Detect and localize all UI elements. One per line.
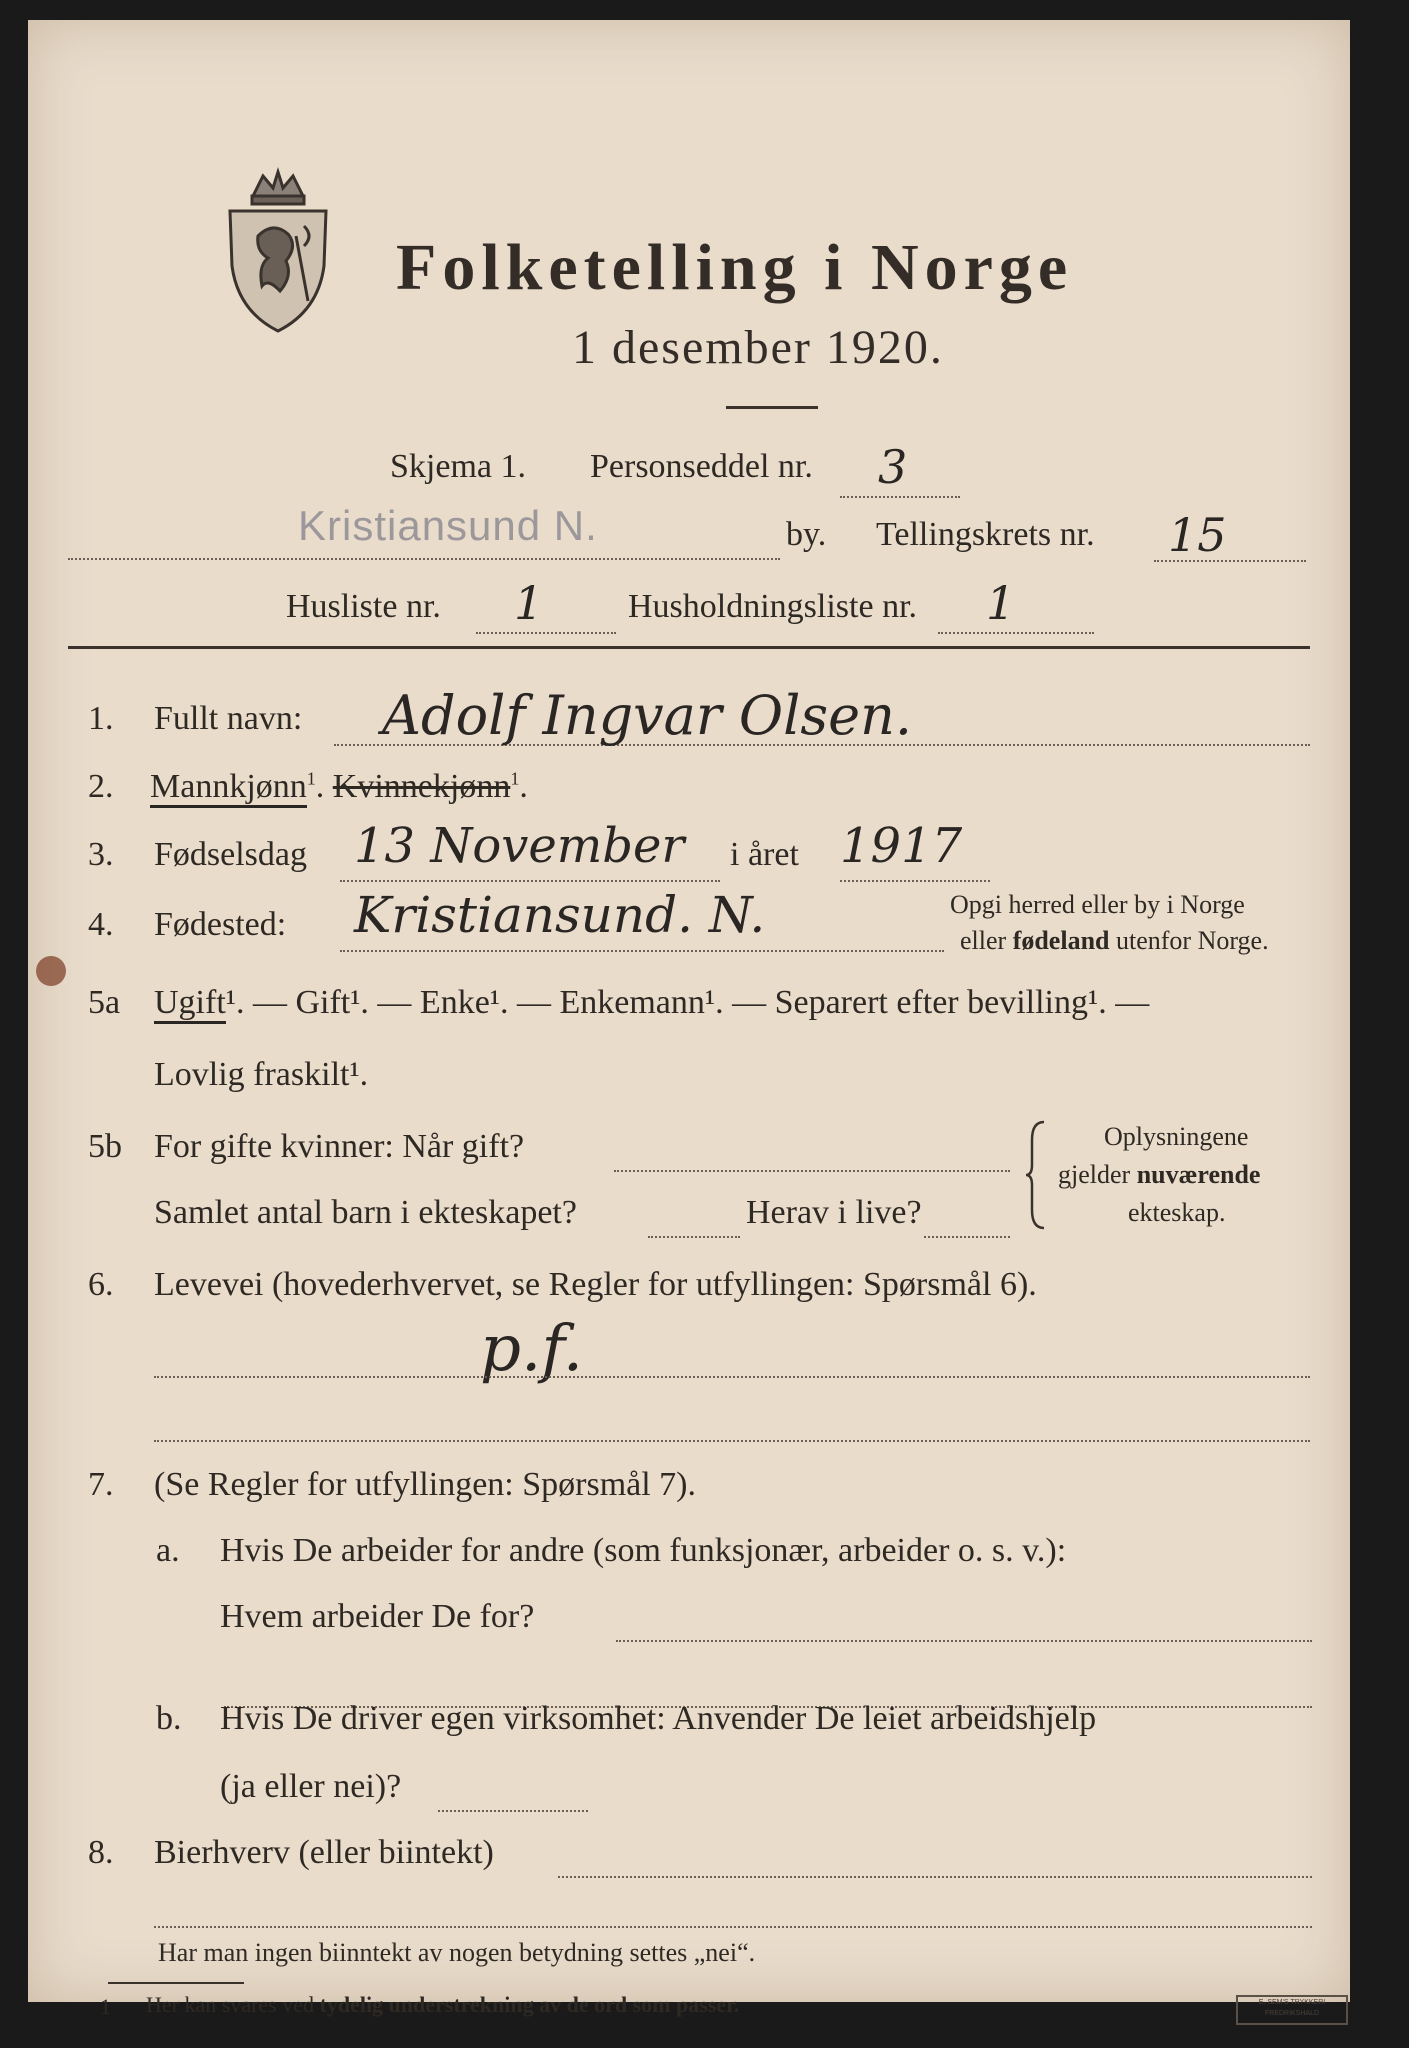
q1-number: 1. bbox=[88, 700, 114, 737]
q5b-number: 5b bbox=[88, 1128, 122, 1165]
q6-label: Levevei (hovederhvervet, se Regler for utfyllingen: Spørsmål 6). bbox=[154, 1266, 1037, 1303]
q5a-options: Ugift¹. — Gift¹. — Enke¹. — Enkemann¹. — Separert efter bevilling¹. — bbox=[154, 984, 1149, 1022]
q4-line bbox=[340, 950, 944, 952]
q7a-line2: Hvem arbeider De for? bbox=[220, 1598, 535, 1635]
footnote-text: Her kan svares ved tydelig understrekning av de ord som passer. bbox=[146, 1992, 740, 2017]
q7a-number: a. bbox=[156, 1532, 180, 1569]
q8-line1[interactable] bbox=[558, 1876, 1312, 1878]
q6-number: 6. bbox=[88, 1266, 114, 1303]
q8-label: Bierhverv (eller biintekt) bbox=[154, 1834, 494, 1871]
q7-label: (Se Regler for utfyllingen: Spørsmål 7). bbox=[154, 1466, 697, 1503]
q5b-note3: ekteskap. bbox=[1128, 1198, 1226, 1227]
female-option[interactable]: Kvinnekjønn bbox=[332, 768, 511, 805]
male-option[interactable]: Mannkjønn bbox=[150, 768, 307, 808]
q1-label: Fullt navn: bbox=[154, 700, 303, 737]
birth-year-value[interactable]: 1917 bbox=[840, 818, 963, 874]
q7b-line2: (ja eller nei)? bbox=[220, 1768, 402, 1805]
ugift-option[interactable]: Ugift bbox=[154, 984, 226, 1024]
q3-number: 3. bbox=[88, 836, 114, 873]
husholdning-line bbox=[938, 632, 1094, 634]
tellingskrets-value[interactable]: 15 bbox=[1168, 508, 1227, 562]
q7a-line1: Hvis De arbeider for andre (som funksjonær, arbeider o. s. v.): bbox=[220, 1532, 1067, 1569]
header-divider bbox=[68, 646, 1310, 649]
q5b-live-line[interactable] bbox=[924, 1236, 1010, 1238]
birthday-value[interactable]: 13 November bbox=[354, 818, 685, 874]
census-form-page bbox=[28, 20, 1350, 2019]
q6-line2 bbox=[154, 1440, 1310, 1442]
q5b-barn-line[interactable] bbox=[648, 1236, 740, 1238]
husholdning-label: Husholdningsliste nr. bbox=[628, 588, 918, 625]
q8-line2[interactable] bbox=[154, 1926, 1312, 1928]
q2-number: 2. bbox=[88, 768, 114, 805]
city-line bbox=[68, 558, 780, 560]
q7b-number: b. bbox=[156, 1700, 182, 1737]
form-title: Folketelling i Norge bbox=[396, 231, 1074, 304]
footnote-number: 1 bbox=[100, 1994, 111, 2019]
q7b-answer-line[interactable] bbox=[438, 1810, 588, 1812]
q5b-gift-line[interactable] bbox=[614, 1170, 1010, 1172]
q8-number: 8. bbox=[88, 1834, 114, 1871]
printer-mark: E. SEM'S TRYKKERI FREDRIKSHALD bbox=[1236, 1995, 1348, 2025]
husliste-label: Husliste nr. bbox=[286, 588, 441, 625]
city-stamp: Kristiansund N. bbox=[298, 502, 598, 549]
form-date: 1 desember 1920. bbox=[572, 321, 944, 374]
q5b-note1: Oplysningene bbox=[1104, 1122, 1249, 1151]
husliste-value[interactable]: 1 bbox=[514, 576, 544, 630]
tellingskrets-label: Tellingskrets nr. bbox=[876, 516, 1095, 553]
footnote-rule bbox=[108, 1982, 244, 1984]
q4-number: 4. bbox=[88, 906, 114, 943]
q6-line1 bbox=[154, 1376, 1310, 1378]
q7b-line1: Hvis De driver egen virksomhet: Anvender De leiet arbeidshjelp bbox=[220, 1700, 1097, 1737]
occupation-value[interactable]: p.f. bbox=[480, 1312, 584, 1386]
full-name-value[interactable]: Adolf Ingvar Olsen. bbox=[382, 684, 913, 747]
q5b-label2: Samlet antal barn i ekteskapet? bbox=[154, 1194, 577, 1231]
birthplace-value[interactable]: Kristiansund. N. bbox=[354, 886, 766, 944]
q5a-line2[interactable]: Lovlig fraskilt¹. bbox=[154, 1056, 369, 1093]
q4-label: Fødested: bbox=[154, 906, 287, 943]
q5b-label1: For gifte kvinner: Når gift? bbox=[154, 1128, 525, 1165]
ink-stain bbox=[36, 956, 66, 986]
q5b-label3: Herav i live? bbox=[746, 1194, 922, 1231]
husliste-line bbox=[476, 632, 616, 634]
skjema-label: Skjema 1. bbox=[390, 448, 526, 485]
q7a-employer-line[interactable] bbox=[616, 1640, 1312, 1642]
personseddel-label: Personseddel nr. bbox=[590, 448, 813, 485]
by-label: by. bbox=[786, 516, 827, 553]
personseddel-value[interactable]: 3 bbox=[878, 440, 908, 494]
q4-note-line1: Opgi herred eller by i Norge bbox=[950, 890, 1245, 919]
q3-label: Fødselsdag bbox=[154, 836, 307, 873]
coat-of-arms-icon bbox=[218, 166, 338, 336]
q5a-number: 5a bbox=[88, 984, 121, 1021]
q3-year-label: i året bbox=[730, 836, 799, 873]
q7-number: 7. bbox=[88, 1466, 114, 1503]
q3-year-line bbox=[840, 880, 990, 882]
q8-note: Har man ingen biinntekt av nogen betydning settes „nei“. bbox=[158, 1938, 756, 1967]
q3-day-line bbox=[340, 880, 720, 882]
q2-options: Mannkjønn$^1$. Kvinnekjønn$^1$. bbox=[150, 768, 528, 806]
q5b-note2: gjelder nuværende bbox=[1058, 1160, 1261, 1189]
brace-icon bbox=[1024, 1120, 1048, 1230]
q4-note-line2: eller fødeland utenfor Norge. bbox=[960, 926, 1269, 955]
personseddel-line bbox=[840, 496, 960, 498]
husholdning-value[interactable]: 1 bbox=[986, 576, 1016, 630]
title-divider bbox=[726, 406, 818, 409]
